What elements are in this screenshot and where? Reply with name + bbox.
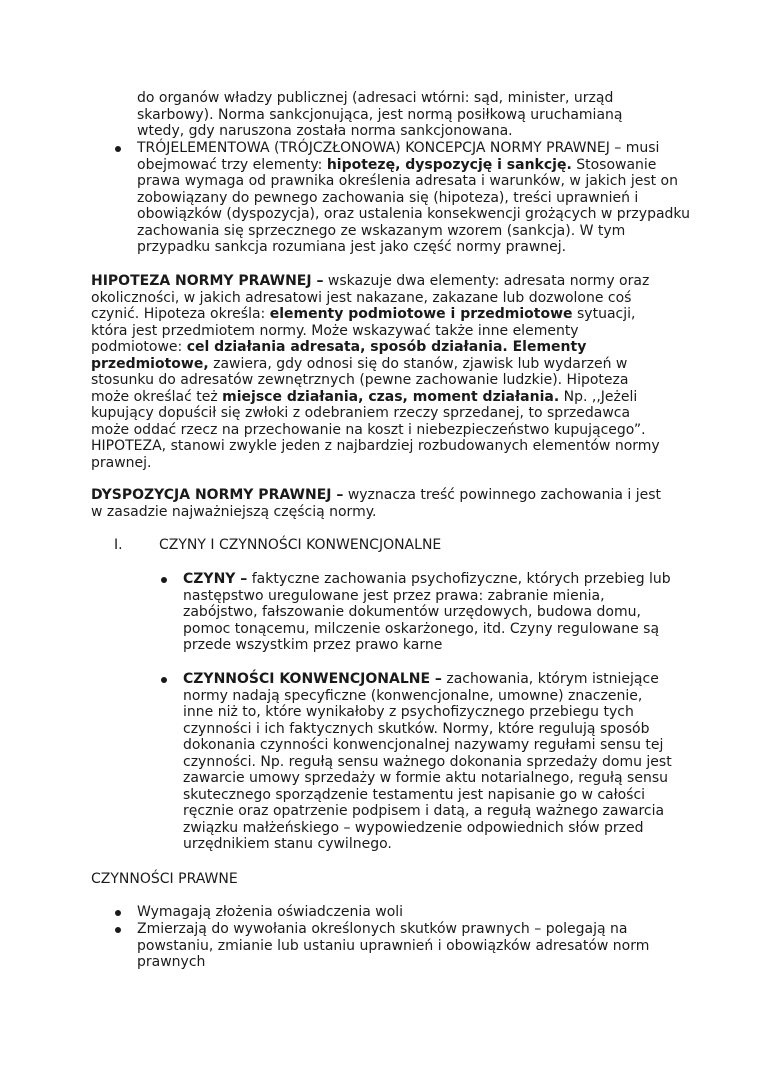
hipoteza-bold-1: elementy podmiotowe i przedmiotowe (269, 306, 573, 322)
dyspozycja-heading: DYSPOZYCJA NORMY PRAWNEJ – (91, 487, 344, 503)
czynnosci-prawne-item-2: Zmierzają do wywołania określonych skutków prawnych – polegają na powstaniu, zmianie lub ustaniu uprawnień i obowiązków adresatów norm prawnych (137, 921, 650, 970)
dyspozycja-section (91, 487, 675, 520)
czynnosci-konwencjonalne-paragraph (183, 671, 675, 853)
czynnosci-prawne-title: CZYNNOŚCI PRAWNE (91, 871, 238, 887)
czyny-heading: CZYNY – (183, 571, 248, 587)
dyspozycja-text: wyznacza treść powinnego zachowania i jest w zasadzie najważniejszą częścią normy. (91, 487, 661, 520)
intro-paragraph (137, 90, 697, 140)
intro-line-1: do organów władzy publicznej (adresaci wtórni: sąd, minister, urząd (137, 90, 614, 106)
czynnosci-konwencjonalne-item (183, 671, 675, 853)
trojelementowa-paragraph (137, 140, 693, 256)
intro-line-3: wtedy, gdy naruszona została norma sankcjonowana. (137, 123, 513, 139)
bullet-icon (115, 927, 121, 933)
czynnosci-konwencjonalne-heading: CZYNNOŚCI KONWENCJONALNE – (183, 671, 442, 687)
trojelementowa-rest: Stosowanie prawa wymaga od prawnika określenia adresata i warunków, w jakich jest on zobowiązany do pewnego zachowania się (hipoteza), treści uprawnień i obowiązków (dyspozycja), oraz ustalenia konsekwencji grożących w przypadku zachowania się sprzecznego ze wskazanym wzorem (sankcja). W tym przypadku sankcja rozumiana jest jako część normy prawnej. (137, 156, 690, 255)
section-1-title: CZYNY I CZYNNOŚCI KONWENCJONALNE (159, 537, 442, 553)
bullet-icon (161, 677, 167, 683)
hipoteza-text-2: sytuacji, która jest przedmiotem normy. Może wskazywać także inne elementy podmiotowe: (91, 306, 636, 355)
czynnosci-prawne-item-1: Wymagają złożenia oświadczenia woli (137, 904, 404, 920)
section-1-numeral: I. (114, 537, 123, 553)
czyny-text: faktyczne zachowania psychofizyczne, których przebieg lub następstwo uregulowane jest przez prawa: zabranie mienia, zabójstwo, fałszowanie dokumentów urzędowych, budowa domu, pomoc tonącemu, milczenie oskarżonego, itd. Czyny regulowane są przede wszystkim przez prawo karne (183, 571, 671, 653)
hipoteza-section (91, 273, 671, 471)
hipoteza-text-4: Np. ,,Jeżeli kupujący dopuścił się zwłoki z odebraniem rzeczy sprzedanej, to sprzedawca może oddać rzecz na przechowanie na koszt i niebezpieczeństwo kupującego”. HIPOTEZA, stanowi zwykle jeden z najbardziej rozbudowanych elementów normy prawnej. (91, 388, 660, 471)
hipoteza-bold-3: miejsce działania, czas, moment działania. (222, 388, 560, 405)
intro-line-2: skarbowy). Norma sankcjonująca, jest normą posiłkową uruchamianą (137, 106, 623, 123)
hipoteza-text-3: zawiera, gdy odnosi się do stanów, zjawisk lub wydarzeń w stosunku do adresatów zewnętrznych (pewne zachowanie ludzkie). Hipoteza może określać też (91, 355, 629, 405)
bullet-icon (161, 577, 167, 583)
hipoteza-bold-2: cel działania adresata, sposób działania. Elementy przedmiotowe, (91, 339, 587, 372)
hipoteza-text-1: wskazuje dwa elementy: adresata normy oraz okoliczności, w jakich adresatowi jest nakazane, zakazane lub dozwolone coś czynić. Hipoteza określa: (91, 273, 650, 322)
bullet-icon (115, 146, 121, 152)
trojelementowa-bold: hipotezę, dyspozycję i sankcję. (326, 156, 572, 173)
czyny-item (183, 571, 673, 654)
czyny-paragraph (183, 571, 673, 654)
hipoteza-paragraph (91, 273, 671, 471)
trojelementowa-lead: TRÓJELEMENTOWA (TRÓJCZŁONOWA) KONCEPCJA NORMY PRAWNEJ – musi obejmować trzy elementy: (137, 140, 660, 173)
czynnosci-konwencjonalne-text: zachowania, którym istniejące normy nadają specyficzne (konwencjonalne, umowne) znaczenie, inne niż to, które wynikałoby z psychofizycznego przebiegu tych czynności i ich faktycznych skutków. Normy, które regulują sposób dokonania czynności konwencjonalnej nazywamy regułami sensu tej czynności. Np. regułą sensu ważnego dokonania sprzedaży domu jest zawarcie umowy sprzedaży w formie aktu notarialnego, regułą sensu skutecznego sporządzenie testamentu jest napisanie go w całości ręcznie oraz opatrzenie podpisem i datą, a regułą ważnego zawarcia związku małżeńskiego – wypowiedzenie odpowiednich słów przed urzędnikiem stanu cywilnego. (183, 671, 672, 852)
bullet-trojelementowa (137, 140, 693, 256)
bullet-icon (115, 910, 121, 916)
dyspozycja-paragraph (91, 487, 675, 520)
hipoteza-heading: HIPOTEZA NORMY PRAWNEJ – (91, 273, 324, 289)
